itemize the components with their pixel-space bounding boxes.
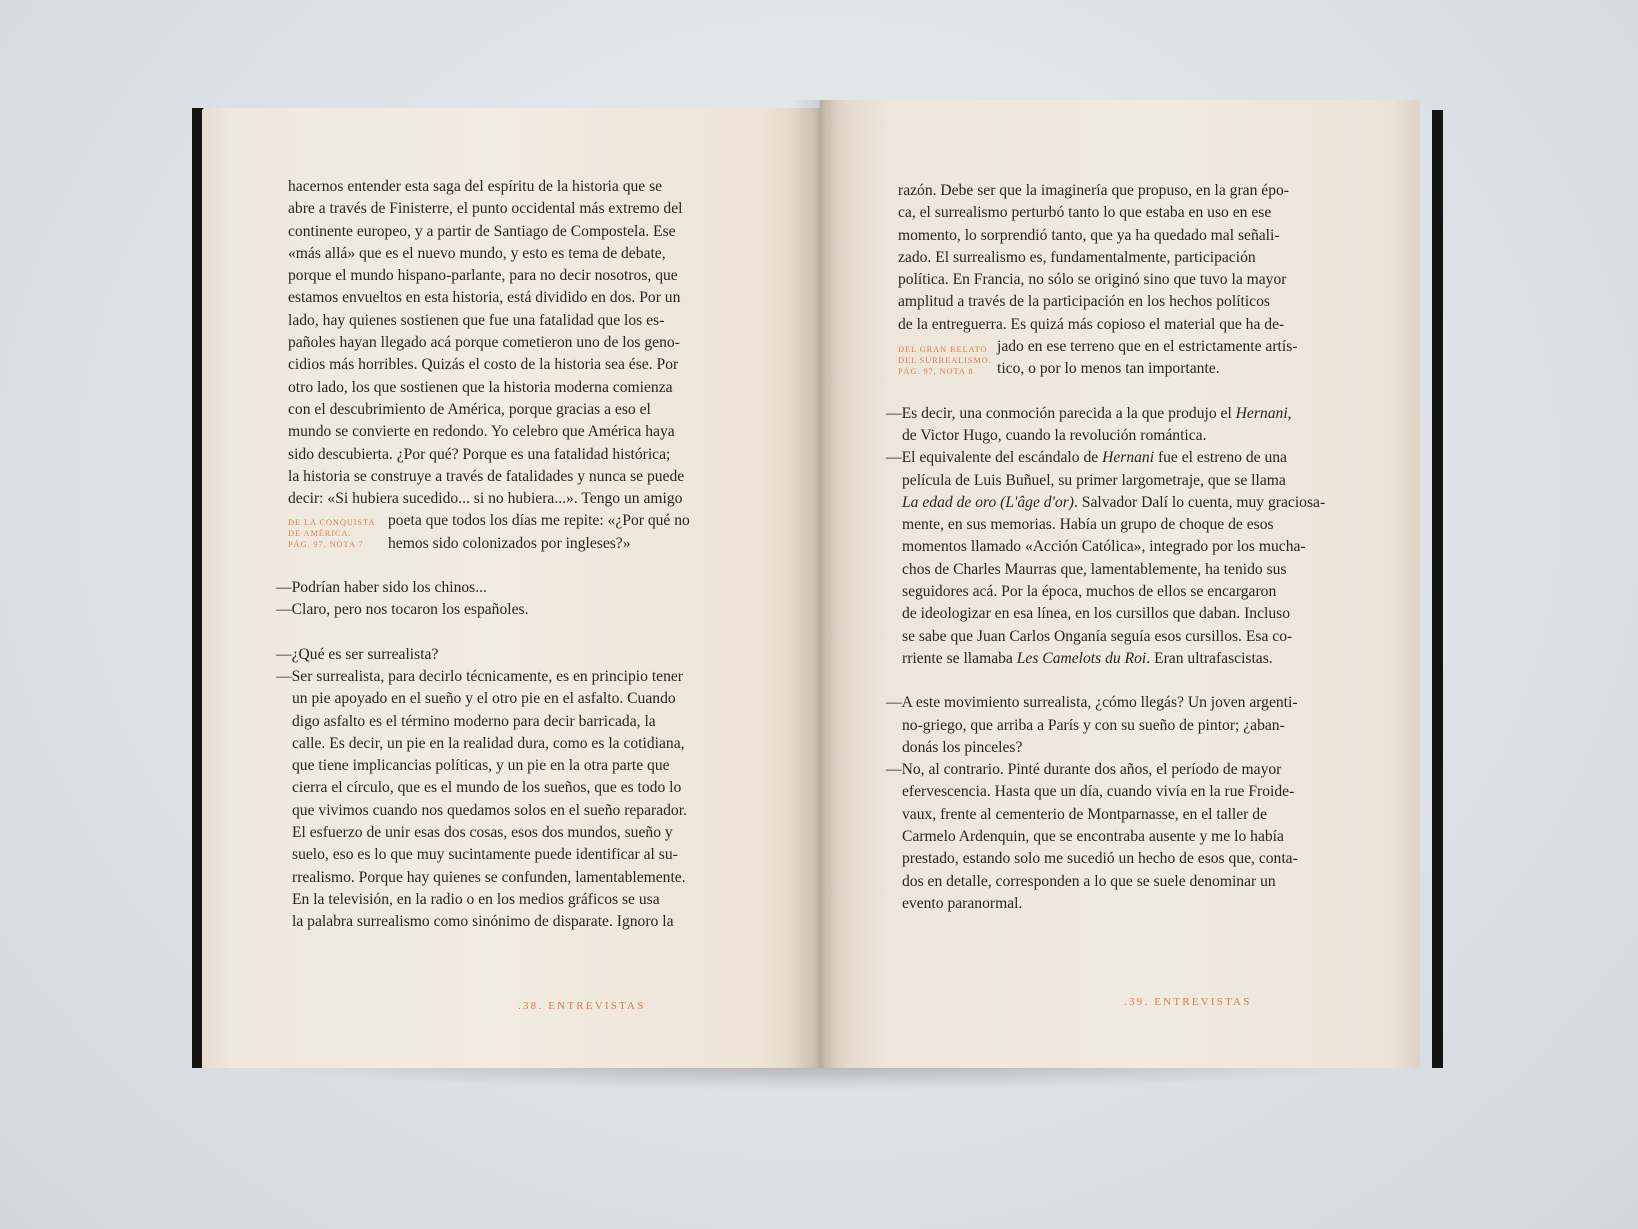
- answer-line: que vivimos cuando nos quedamos solos en el sueño reparador.: [292, 801, 687, 819]
- text-line: momento, lo sorprendió tanto, que ya ha quedado mal señali-: [898, 226, 1280, 244]
- text-line: tico, o por lo menos tan importante.: [997, 360, 1220, 378]
- text-line: lado, hay quienes sostienen que fue una fatalidad que los es-: [288, 311, 665, 329]
- answer-line: momentos llamado «Acción Católica», integrado por los mucha-: [902, 538, 1306, 556]
- answer-line: dos en detalle, corresponden a lo que se suele denominar un: [902, 872, 1276, 890]
- text-line: hacernos entender esta saga del espíritu de la historia que se: [288, 178, 663, 195]
- question-line: —A este movimiento surrealista, ¿cómo llegás? Un joven argenti-: [886, 694, 1298, 712]
- answer-line: mente, en sus memorias. Había un grupo de choque de esos: [902, 516, 1274, 534]
- text-line: hemos sido colonizados por ingleses?»: [388, 534, 631, 552]
- left-side-note: [288, 517, 375, 550]
- text-line: política. En Francia, no sólo se originó sino que tuvo la mayor: [898, 271, 1287, 289]
- question-line: [886, 403, 1358, 425]
- text-line: poeta que todos los días me repite: «¿Por qué no: [388, 512, 690, 530]
- answer-line: vaux, frente al cementerio de Montparnasse, en el taller de: [902, 805, 1267, 823]
- answer-line: cierra el círculo, que es el mundo de los sueños, que es todo lo: [292, 779, 682, 797]
- text-run: —El equivalente del escándalo de: [886, 449, 1103, 467]
- answer-line: prestado, estando solo me sucedió un hecho de esos que, conta-: [902, 850, 1298, 868]
- right-page-folio: .39. ENTREVISTAS: [1124, 996, 1252, 1008]
- text-line: con el descubrimiento de América, porque gracias a eso el: [288, 400, 651, 418]
- note-line: DEL SURREALISMO.: [898, 356, 992, 365]
- text-line: amplitud a través de la participación en los hechos políticos: [898, 293, 1270, 311]
- note-line: PÁG. 97, NOTA 7: [288, 540, 364, 549]
- answer-line: Carmelo Ardenquin, que se encontraba ausente y me lo había: [902, 828, 1284, 846]
- text-line: «más allá» que es el nuevo mundo, y esto es tema de debate,: [288, 244, 666, 262]
- answer-line: —Ser surrealista, para decirlo técnicamente, es en principio tener: [276, 667, 683, 685]
- answer-line: película de Luis Buñuel, su primer largometraje, que se llama: [902, 471, 1286, 489]
- text-line: otro lado, los que sostienen que la historia moderna comienza: [288, 378, 673, 396]
- answer-line: —No, al contrario. Pinté durante dos años, el período de mayor: [886, 761, 1282, 779]
- dialogue-line: —Podrían haber sido los chinos...: [276, 579, 487, 597]
- note-line: DE LA CONQUISTA: [288, 518, 376, 527]
- answer-line: calle. Es decir, un pie en la realidad dura, como es la cotidiana,: [292, 734, 685, 752]
- question-line: no-griego, que arriba a París y con su sueño de pintor; ¿aban-: [902, 716, 1285, 734]
- answer-line: que tiene implicancias políticas, y un pie en la otra parte que: [292, 757, 670, 775]
- answer-line: evento paranormal.: [902, 894, 1023, 912]
- dialogue-line: —Claro, pero nos tocaron los españoles.: [276, 601, 529, 619]
- answer-line: El esfuerzo de unir esas dos cosas, esos dos mundos, sueño y: [292, 824, 673, 842]
- answer-line: chos de Charles Maurras que, lamentablemente, ha tenido sus: [902, 560, 1287, 578]
- text-line: abre a través de Finisterre, el punto occidental más extremo del: [288, 200, 683, 218]
- text-run: rriente se llamaba: [902, 649, 1017, 667]
- answer-line: digo asfalto es el término moderno para decir barricada, la: [292, 712, 656, 730]
- answer-line: En la televisión, en la radio o en los medios gráficos se usa: [292, 890, 660, 908]
- answer-line: de ideologizar en esa línea, en los cursillos que daban. Incluso: [902, 605, 1290, 623]
- right-page-body: [886, 180, 1358, 915]
- text-line: jado en ese terreno que en el estrictamente artís-: [997, 338, 1298, 356]
- question-line: —¿Qué es ser surrealista?: [276, 645, 439, 663]
- question-line: donás los pinceles?: [902, 738, 1023, 756]
- answer-line: un pie apoyado en el sueño y el otro pie en el asfalto. Cuando: [292, 690, 676, 708]
- text-run: fue el estreno de una: [1154, 449, 1287, 467]
- title-italic: Les Camelots du Roi: [1016, 649, 1147, 667]
- text-line: pañoles hayan llegado acá porque cometieron uno de los geno-: [288, 334, 680, 352]
- text-line: la historia se construye a través de fatalidades y nunca se puede: [288, 467, 685, 485]
- text-line: estamos envueltos en esta historia, está dividido en dos. Por un: [288, 289, 681, 307]
- text-line: sido descubierta. ¿Por qué? Porque es una fatalidad histórica;: [288, 445, 671, 463]
- text-line: zado. El surrealismo es, fundamentalmente, participación: [898, 248, 1256, 266]
- text-line: ca, el surrealismo perturbó tanto lo que estaba en uso en ese: [898, 204, 1272, 222]
- text-line: cidios más horribles. Quizás el costo de la historia sea ése. Por: [288, 356, 679, 374]
- note-line: PÁG. 97, NOTA 8: [898, 367, 974, 376]
- right-side-note: [898, 344, 992, 377]
- answer-line: rrealismo. Porque hay quienes se confunden, lamentablemente.: [292, 868, 686, 886]
- title-italic: La edad de oro (L'âge d'or): [902, 493, 1074, 511]
- text-run: . Eran ultrafascistas.: [1146, 649, 1273, 667]
- answer-line: seguidores acá. Por la época, muchos de ellos se encargaron: [902, 583, 1277, 601]
- book-cover-right: [1432, 110, 1443, 1068]
- question-line: de Victor Hugo, cuando la revolución romántica.: [902, 426, 1207, 444]
- text-run: ,: [1287, 404, 1292, 422]
- text-line: porque el mundo hispano-parlante, para no decir nosotros, que: [288, 267, 678, 285]
- answer-line: efervescencia. Hasta que un día, cuando vivía en la rue Froide-: [902, 783, 1295, 801]
- text-line: mundo se convierte en redondo. Yo celebro que América haya: [288, 423, 675, 441]
- text-line: razón. Debe ser que la imaginería que propuso, en la gran épo-: [898, 182, 1289, 199]
- text-run: . Salvador Dalí lo cuenta, muy graciosa-: [1073, 493, 1326, 511]
- answer-line: se sabe que Juan Carlos Onganía seguía esos cursillos. Esa co-: [902, 627, 1293, 645]
- text-line: de la entreguerra. Es quizá más copioso el material que ha de-: [898, 315, 1285, 333]
- answer-line: suelo, eso es lo que muy sucintamente puede identificar al su-: [292, 846, 678, 864]
- answer-line: [886, 648, 1358, 670]
- text-run: —Es decir, una conmoción parecida a la que produjo el: [886, 404, 1236, 422]
- title-italic: Hernani: [1235, 404, 1288, 422]
- answer-line: [886, 492, 1358, 514]
- text-line: continente europeo, y a partir de Santiago de Compostela. Ese: [288, 222, 676, 240]
- answer-line: [886, 447, 1358, 469]
- left-page-folio: .38. ENTREVISTAS: [518, 1000, 646, 1012]
- answer-line: la palabra surrealismo como sinónimo de disparate. Ignoro la: [292, 913, 674, 931]
- title-italic: Hernani: [1102, 449, 1155, 467]
- text-line: decir: «Si hubiera sucedido... si no hubiera...». Tengo un amigo: [288, 490, 683, 508]
- note-line: DE AMÉRICA.: [288, 529, 352, 538]
- note-line: DEL GRAN RELATO: [898, 345, 988, 354]
- left-page-body: [276, 176, 758, 934]
